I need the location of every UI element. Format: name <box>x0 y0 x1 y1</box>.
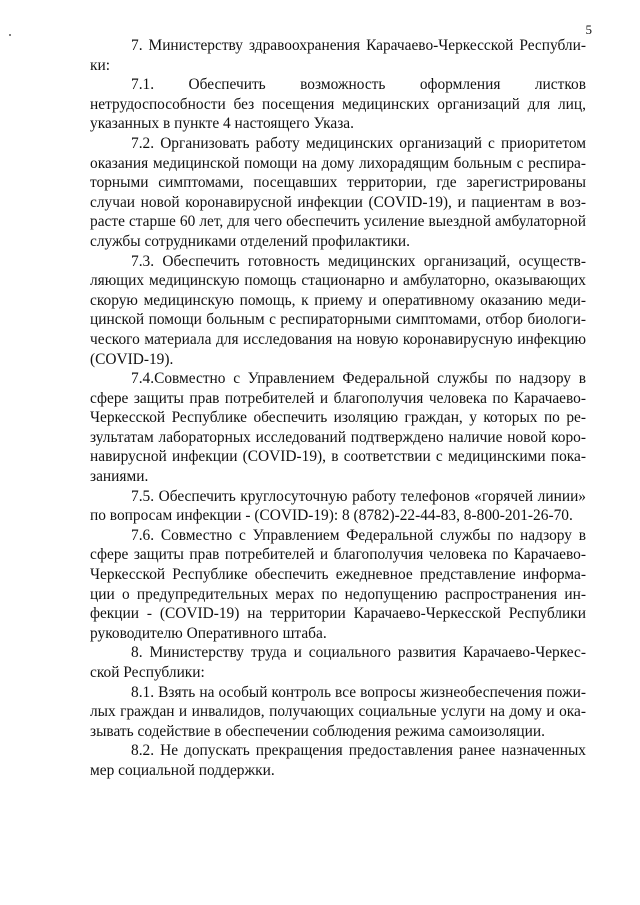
paragraph-7-5: 7.5. Обеспечить круглосуточную работу телефонов «горячей линии» по вопросам инфекции - (COVID-19): 8 (8782)-22-44-83, 8-800-201-26-70. <box>90 487 586 525</box>
paragraph-7-6: 7.6. Совместно с Управлением Федеральной службы по надзору в сфере защиты прав потребителей и благополучия человека по Карачаево-Черкесской Республике обеспечить ежедневное представление информации о предупредительных мерах по недопущению распространения инфекции - (COVID-19) на территории Карачаево-Черкесской Республики руководителю Оперативного штаба. <box>90 526 586 642</box>
paragraph-8-1: 8.1. Взять на особый контроль все вопросы жизнеобеспечения пожилых граждан и инвалидов, получающих социальные услуги на дому и оказывать содействие в обеспечении соблюдения режима самоизоляции. <box>90 683 586 740</box>
page-number: 5 <box>585 22 592 37</box>
paragraph-7-1: 7.1. Обеспечить возможность оформления листков нетрудоспособности без посещения медицинских организаций для лиц, указанных в пункте 4 настоящего Указа. <box>90 76 586 133</box>
paragraph-7: 7. Министерству здравоохранения Карачаево-Черкесской Республики: <box>90 37 586 74</box>
paragraph-8-2: 8.2. Не допускать прекращения предоставления ранее назначенных мер социальной поддержки. <box>90 742 586 779</box>
paragraph-7-3: 7.3. Обеспечить готовность медицинских организаций, осуществляющих медицинскую помощь стационарно и амбулаторно, оказывающих скорую медицинскую помощь, к приему и оперативному оказанию медицинской помощи больным с респираторными симптомами, отбор биологического материала для исследования на новую коронавирусную инфекцию (COVID-19). <box>90 252 586 368</box>
paragraph-7-4: 7.4.Совместно с Управлением Федеральной службы по надзору в сфере защиты прав потребителей и благополучия человека по Карачаево-Черкесской Республике обеспечить изоляцию граждан, у которых по результатам лабораторных исследований подтверждено наличие новой коронавирусной инфекции (COVID-19), в соответствии с медицинскими показаниями. <box>90 370 586 486</box>
paragraph-7-2: 7.2. Организовать работу медицинских организаций с приоритетом оказания медицинской помощи на дому лихорадящим больным с респираторными симптомами, посещавших территории, где зарегистрированы случаи новой коронавирусной инфекции (COVID-19), и пациентам в возрасте старше 60 лет, для чего обеспечить усиление выездной амбулаторной службы сотрудниками отделений профилактики. <box>90 134 586 250</box>
document-body <box>90 36 586 781</box>
scan-speck <box>9 34 11 36</box>
paragraph-8: 8. Министерству труда и социального развития Карачаево-Черкесской Республики: <box>90 644 586 681</box>
